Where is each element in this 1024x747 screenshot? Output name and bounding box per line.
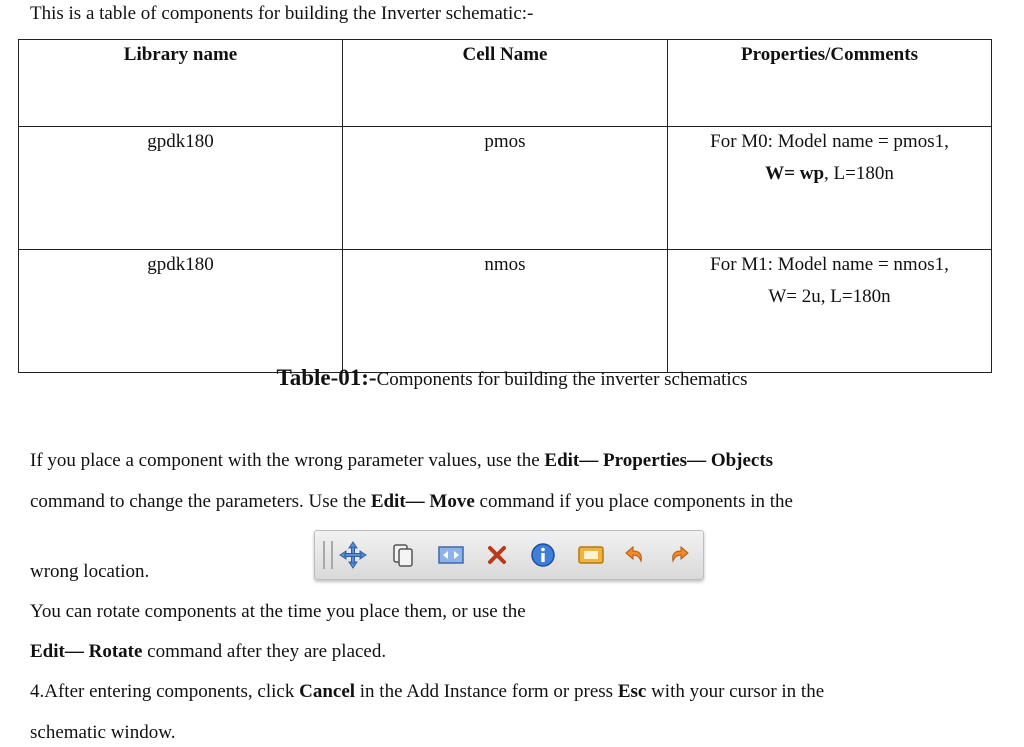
properties-icon[interactable] [527, 539, 559, 571]
para6-bold-esc: Esc [617, 681, 647, 702]
delete-icon[interactable] [481, 539, 513, 571]
rename-icon[interactable] [575, 539, 607, 571]
para2-bold: Edit— Move [370, 491, 475, 512]
caption-number-text: Table-01 [276, 365, 362, 390]
para1-text: If you place a component with the wrong parameter values, use the [30, 450, 545, 471]
toolbar-grip-handle[interactable] [323, 541, 333, 569]
properties-line1: For M0: Model name = pmos1, [710, 131, 949, 152]
intro-text: This is a table of components for building the Inverter schematic:- [30, 3, 534, 24]
caption-text: Components for building the inverter schematics [376, 369, 748, 390]
para2-text-end: command if you place components in the [474, 491, 793, 512]
table-row [19, 127, 992, 250]
paragraph-1 [30, 450, 773, 472]
undo-icon[interactable] [619, 539, 651, 571]
paragraph-6 [30, 681, 824, 703]
caption-number [276, 365, 376, 390]
table-header-row [19, 40, 992, 127]
cell-library: gpdk180 [19, 127, 343, 250]
para6-text: 4.After entering components, click [30, 681, 300, 702]
para1-bold: Edit— Properties— Objects [544, 450, 774, 471]
para5-bold: Edit— Rotate [30, 641, 143, 662]
para6-text-mid: in the Add Instance form or press [355, 681, 618, 702]
caption-separator: :- [361, 365, 377, 390]
properties-rest: W= 2u, L=180n [768, 286, 891, 307]
table-caption [0, 365, 1024, 391]
cell-properties [668, 127, 992, 250]
para2-text: command to change the parameters. Use the [30, 491, 371, 512]
cell-name: nmos [343, 250, 668, 373]
properties-rest: , L=180n [824, 163, 894, 184]
para5-text: command after they are placed. [142, 641, 387, 662]
properties-line2 [668, 163, 991, 185]
properties-width-bold: W= wp [765, 163, 825, 184]
stretch-icon[interactable] [435, 539, 467, 571]
para6-text-end: with your cursor in the [646, 681, 825, 702]
redo-icon[interactable] [663, 539, 695, 571]
table-row [19, 250, 992, 373]
para6-bold-cancel: Cancel [299, 681, 356, 702]
edit-toolbar [314, 530, 704, 580]
paragraph-2 [30, 491, 793, 513]
copy-icon[interactable] [387, 539, 419, 571]
paragraph-3: wrong location. [30, 561, 150, 582]
paragraph-4: You can rotate components at the time you place them, or use the [30, 601, 526, 622]
move-icon[interactable] [337, 539, 369, 571]
header-properties: Properties/Comments [668, 40, 992, 127]
properties-line2 [668, 286, 991, 308]
paragraph-5 [30, 641, 386, 663]
paragraph-7: schematic window. [30, 722, 176, 743]
cell-name: pmos [343, 127, 668, 250]
header-cell-name: Cell Name [343, 40, 668, 127]
properties-line1: For M1: Model name = nmos1, [710, 254, 949, 275]
components-table [18, 39, 992, 373]
header-library-name: Library name [19, 40, 343, 127]
cell-library: gpdk180 [19, 250, 343, 373]
cell-properties [668, 250, 992, 373]
